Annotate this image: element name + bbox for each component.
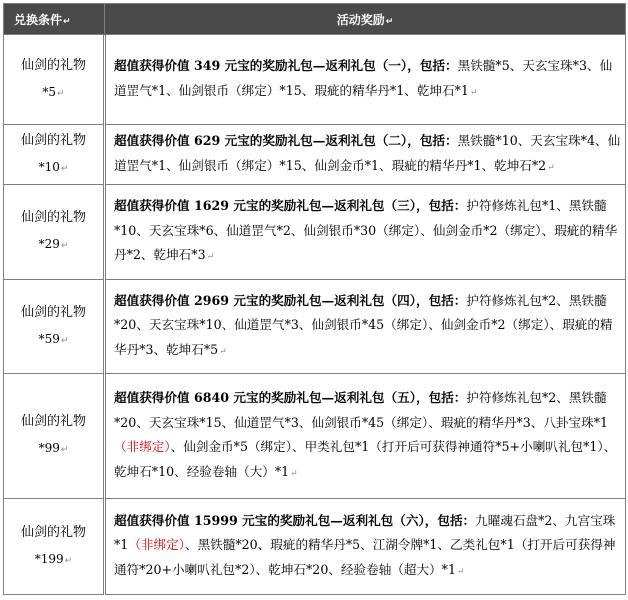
- condition-cell: 仙剑的礼物 *59↵: [4, 280, 105, 374]
- unbound-note: （非绑定）: [114, 439, 171, 454]
- table-row: [4, 374, 626, 499]
- reward-cell: 超值获得价值 629 元宝的奖励礼包—返利礼包（二），包括：黑铁髓*10、天玄宝珠*4、仙道罡气*1、仙剑银币（绑定）*15、仙剑金币*1、瑕疵的精华丹*1、乾坤石*2↵: [105, 125, 626, 185]
- reward-cell: 超值获得价值 15999 元宝的奖励礼包—返利礼包（六），包括：九曜魂石盘*2、九宫宝珠*1（非绑定）、黑铁髓*20、瑕疵的精华丹*5、江湖令牌*1、乙类礼包*1（打开后可获得神通符*20+小喇叭礼包*2）、乾坤石*20、经验卷轴（超大）*1↵: [105, 499, 626, 595]
- table-row: [4, 125, 626, 185]
- condition-cell: 仙剑的礼物*5↵: [4, 35, 105, 125]
- condition-cell: 仙剑的礼物 *10↵: [4, 125, 105, 185]
- reward-cell: 超值获得价值 6840 元宝的奖励礼包—返利礼包（五），包括：护符修炼礼包*2、黑铁髓*20、天玄宝珠*15、仙道罡气*3、仙剑银币*45（绑定）、瑕疵的精华丹*3、八卦宝珠*1（非绑定）、仙剑金币*5（绑定）、甲类礼包*1（打开后可获得神通符*5+小喇叭礼包*1）、乾坤石*10、经验卷轴（大）*1↵: [105, 374, 626, 499]
- header-exchange-condition: 兑换条件↵: [4, 4, 105, 35]
- condition-cell: 仙剑的礼物 *199↵: [4, 499, 105, 595]
- table-row: [4, 280, 626, 374]
- table-row: [4, 35, 626, 125]
- reward-cell: 超值获得价值 2969 元宝的奖励礼包—返利礼包（四），包括：护符修炼礼包*2、黑铁髓*20、天玄宝珠*10、仙道罡气*3、仙剑银币*45（绑定）、仙剑金币*2（绑定）、瑕疵的精华丹*3、乾坤石*5↵: [105, 280, 626, 374]
- reward-table: [3, 3, 626, 595]
- reward-cell: 超值获得价值 1629 元宝的奖励礼包—返利礼包（三），包括：护符修炼礼包*1、黑铁髓*10、天玄宝珠*6、仙道罡气*2、仙剑银币*30（绑定）、仙剑金币*2（绑定）、瑕疵的精华丹*2、乾坤石*3↵: [105, 185, 626, 280]
- unbound-note: （非绑定）: [128, 537, 185, 553]
- table-row: [4, 499, 626, 595]
- condition-cell: 仙剑的礼物 *99↵: [4, 374, 105, 499]
- table-row: [4, 185, 626, 280]
- reward-cell: 超值获得价值 349 元宝的奖励礼包—返利礼包（一），包括：黑铁髓*5、天玄宝珠*3、仙道罡气*1、仙剑银币（绑定）*15、瑕疵的精华丹*1、乾坤石*1↵: [105, 35, 626, 125]
- table-header-row: [4, 4, 626, 35]
- header-activity-reward: 活动奖励↵: [105, 4, 626, 35]
- condition-cell: 仙剑的礼物 *29↵: [4, 185, 105, 280]
